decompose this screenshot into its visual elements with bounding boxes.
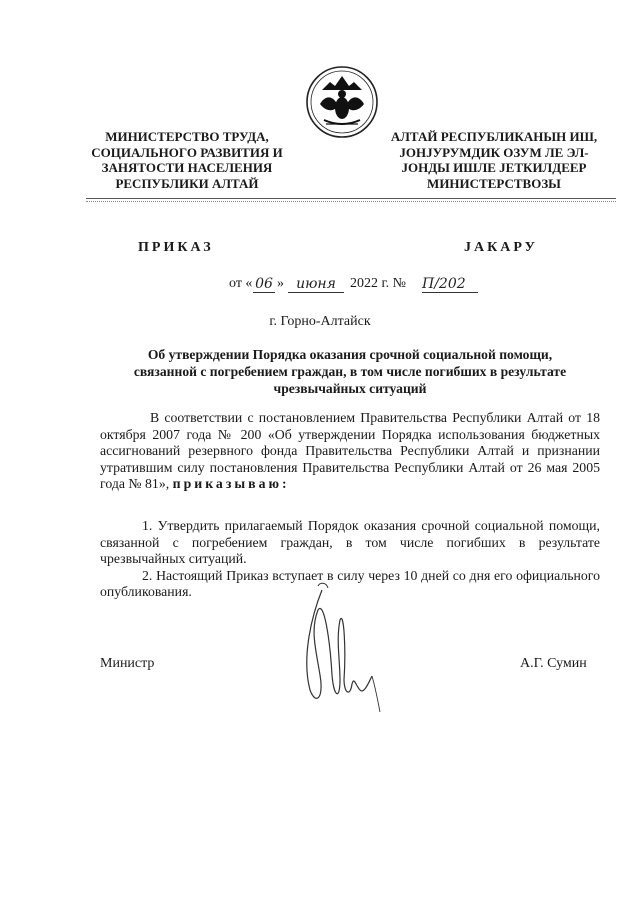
ministry-name-line: МИНИСТЕРСТВОЗЫ <box>427 175 561 191</box>
date-month: июня <box>288 276 344 293</box>
order-subject <box>100 346 600 397</box>
ministry-name-line: СОЦИАЛЬНОГО РАЗВИТИЯ И <box>91 144 283 160</box>
order-item-1: 1. Утвердить прилагаемый Порядок оказания срочной социальной помощи, связанной с погребением граждан, в том числе погибших в результате чрезвычайных ситуаций. <box>100 518 600 567</box>
signatory-name: А.Г. Сумин <box>520 656 587 671</box>
order-word: приказываю: <box>172 476 290 492</box>
order-number: П/202 <box>422 276 478 293</box>
preamble-text: В соответствии с постановлением Правительства Республики Алтай от 18 октября 2007 года № 200 «Об утверждении Порядка использования бюджетных ассигнований резервного фонда Правительства Республики Алтай и признании утратившим силу постановления Правительства Республики Алтай от 26 мая 2005 года № 81», <box>100 410 600 492</box>
ministry-name-line: ЈОНДЫ ИШЛЕ ЈЕТКИЛДЕЕР <box>401 160 587 175</box>
ministry-name-line: ЈОНЈУРУМДИК ОЗУМ ЛЕ ЭЛ- <box>399 144 589 160</box>
ministry-name-line: МИНИСТЕРСТВО ТРУДА, <box>105 129 269 144</box>
header-divider-dotted <box>86 201 616 202</box>
ministry-name-line: ЗАНЯТОСТИ НАСЕЛЕНИЯ <box>101 160 273 175</box>
emblem-icon <box>304 64 380 140</box>
preamble-paragraph <box>100 410 600 493</box>
date-day: 06 <box>253 276 275 293</box>
header-divider <box>86 198 616 199</box>
date-close-quote: » <box>277 276 284 291</box>
signature-icon <box>280 580 390 715</box>
signatory-title: Министр <box>100 656 155 671</box>
date-prefix: от « <box>229 276 253 291</box>
ministry-name-altai <box>388 129 600 191</box>
ministry-name-line: РЕСПУБЛИКИ АЛТАЙ <box>115 175 259 191</box>
title-altai: ЈАКАРУ <box>464 240 538 255</box>
city: г. Горно-Алтайск <box>269 314 371 329</box>
title-russian: ПРИКАЗ <box>138 240 214 255</box>
ministry-name-russian <box>80 129 294 191</box>
subject-line: связанной с погребением граждан, в том числе погибших в результате <box>133 364 567 379</box>
subject-line: чрезвычайных ситуаций <box>273 381 427 396</box>
subject-line: Об утверждении Порядка оказания срочной социальной помощи, <box>147 347 553 362</box>
order-item-2: 2. Настоящий Приказ вступает в силу через 10 дней со дня его официального опубликования. <box>100 567 600 600</box>
date-year: 2022 г. № <box>350 276 407 291</box>
ministry-name-line: АЛТАЙ РЕСПУБЛИКАНЫН ИШ, <box>390 129 598 144</box>
